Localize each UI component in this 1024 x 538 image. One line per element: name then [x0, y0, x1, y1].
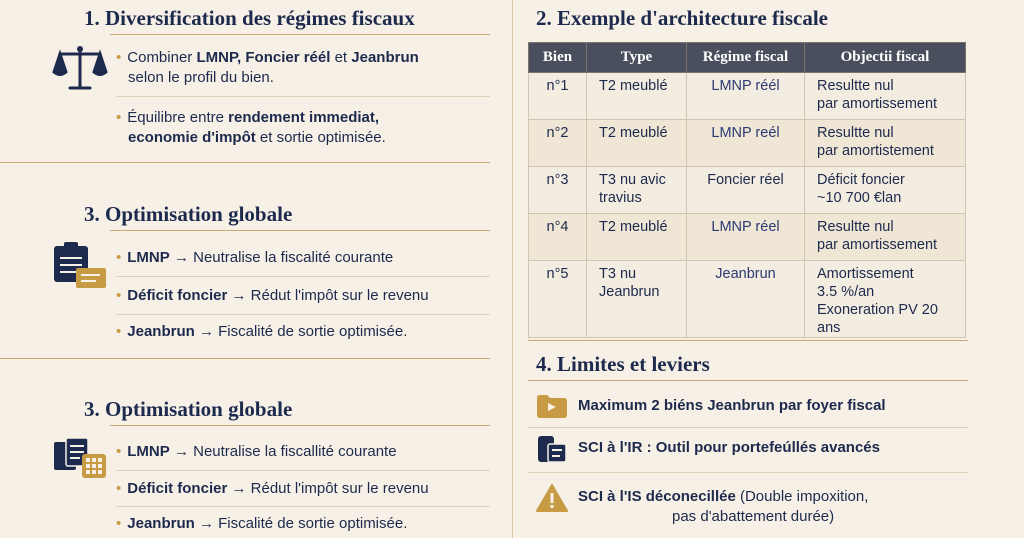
- text: T2 meublé: [599, 125, 668, 141]
- title-rule: [110, 34, 490, 35]
- text-bold: Jeanbrun: [351, 49, 419, 66]
- cell-objectif: [805, 167, 966, 214]
- text: Équilibre entre: [127, 109, 229, 126]
- divider: [528, 427, 968, 428]
- section-rule: [0, 162, 490, 163]
- table-row: [529, 261, 966, 338]
- text: Resultte nul: [817, 78, 894, 94]
- text: T3 nu avic: [599, 172, 666, 188]
- text-bold: Jeanbrun: [127, 515, 195, 532]
- arrow-icon: →: [198, 323, 214, 340]
- cell-type: [587, 214, 687, 261]
- list-item-deficit-2: • Déficit foncier → Rédut l'impôt sur le revenu: [116, 480, 429, 497]
- cell-bien: n°5: [529, 261, 587, 338]
- text: T2 meublé: [599, 219, 668, 235]
- cell-regime: LMNP réél: [687, 73, 805, 120]
- text-bold: SCI à l'IR : Outil pour portefeúllés avancés: [578, 439, 880, 456]
- header-objectif: Objectii fiscal: [805, 43, 966, 73]
- list-item-deficit-1: • Déficit foncier → Rédut l'impôt sur le revenu: [116, 287, 429, 304]
- text-bold: economie d'impôt: [128, 129, 256, 146]
- header-regime: Régime fiscal: [687, 43, 805, 73]
- table-row: [529, 167, 966, 214]
- divider: [116, 506, 490, 507]
- cell-bien: n°3: [529, 167, 587, 214]
- calculator-files-icon: [52, 436, 108, 480]
- text: Combiner: [127, 49, 197, 66]
- text-bold: LMNP, Foncier réél: [196, 49, 331, 66]
- text: 3.5 %/an: [817, 284, 875, 300]
- text: Resultte nul: [817, 219, 894, 235]
- divider: [116, 470, 490, 471]
- text: et: [330, 49, 352, 66]
- text: Déficit foncier: [817, 172, 905, 188]
- cell-regime: Foncier réel: [687, 167, 805, 214]
- cell-bien: n°4: [529, 214, 587, 261]
- section-rule: [528, 340, 968, 341]
- text: Jeanbrun: [599, 284, 660, 300]
- limite-item-max-jeanbrun: [578, 396, 886, 416]
- section-title-optimisation-1: 3. Optimisation globale: [84, 202, 293, 226]
- documents-folder-icon: [52, 242, 108, 290]
- list-item-lmnp-2: • LMNP → Neutralise la fiscallité courante: [116, 443, 397, 460]
- cell-regime: Jeanbrun: [687, 261, 805, 338]
- text: ~10 700 €lan: [817, 190, 902, 206]
- list-item-jeanbrun-1: • Jeanbrun → Fiscalité de sortie optimisée.: [116, 323, 408, 340]
- text: Exoneration PV 20 ans: [817, 302, 938, 336]
- cell-objectif: [805, 73, 966, 120]
- text: Neutralise la fiscalité courante: [193, 249, 394, 266]
- section-title-diversification: 1. Diversification des régimes fiscaux: [84, 6, 415, 30]
- text-bold: LMNP: [127, 443, 170, 460]
- text: Neutralise la fiscallité courante: [193, 443, 397, 460]
- text-bold: SCI à l'IS déconecillée: [578, 488, 736, 505]
- cell-type: [587, 73, 687, 120]
- text: par amortissement: [817, 237, 938, 253]
- text: T2 meublé: [599, 78, 668, 94]
- list-item-lmnp-1: • LMNP → Neutralise la fiscalité courante: [116, 249, 394, 266]
- section-title-optimisation-2: 3. Optimisation globale: [84, 397, 293, 421]
- text: selon le profil du bien.: [128, 69, 274, 86]
- section-title-limites: 4. Limites et leviers: [536, 352, 710, 376]
- table-row: [529, 120, 966, 167]
- text-bold: Jeanbrun: [127, 323, 195, 340]
- balance-scale-icon: [52, 44, 108, 92]
- text: T3 nu: [599, 266, 637, 282]
- section-rule: [0, 358, 490, 359]
- text: par amortissement: [817, 96, 938, 112]
- cell-bien: n°1: [529, 73, 587, 120]
- text: Rédut l'impôt sur le revenu: [250, 480, 429, 497]
- header-bien: Bien: [529, 43, 587, 73]
- divider: [528, 472, 968, 473]
- text: pas d'abattement durée): [672, 508, 835, 525]
- limite-item-sci-is: [578, 487, 868, 527]
- table-header-row: [529, 43, 966, 73]
- table-row: [529, 73, 966, 120]
- bullet-equilibre: • Équilibre entre rendement immediat, economie d'impôt et sortie optimisée.: [116, 109, 386, 146]
- text: Rédut l'impôt sur le revenu: [250, 287, 429, 304]
- text-bold: Déficit foncier: [127, 480, 228, 497]
- cell-regime: LMNP reél: [687, 120, 805, 167]
- divider: [116, 314, 490, 315]
- architecture-table: [528, 42, 966, 338]
- list-item-jeanbrun-2: • Jeanbrun → Fiscalité de sortie optimisée.: [116, 515, 408, 532]
- text: Amortissement: [817, 266, 914, 282]
- section-title-architecture: 2. Exemple d'architecture fiscale: [536, 6, 828, 30]
- text: par amortistement: [817, 143, 934, 159]
- text: travius: [599, 190, 642, 206]
- limite-item-sci-ir: [578, 438, 880, 458]
- arrow-icon: →: [173, 443, 189, 460]
- text-bold: Maximum 2 biéns Jeanbrun par foyer fiscal: [578, 397, 886, 414]
- warning-icon: [536, 483, 568, 513]
- text: Fiscalité de sortie optimisée.: [218, 323, 408, 340]
- cell-type: [587, 120, 687, 167]
- arrow-icon: →: [231, 287, 247, 304]
- text-bold: LMNP: [127, 249, 170, 266]
- folder-icon: [536, 393, 568, 419]
- table-row: [529, 214, 966, 261]
- text: Resultte nul: [817, 125, 894, 141]
- header-type: Type: [587, 43, 687, 73]
- cell-objectif: [805, 214, 966, 261]
- cell-objectif: [805, 261, 966, 338]
- cell-type: [587, 167, 687, 214]
- phone-document-icon: [536, 434, 568, 464]
- divider: [116, 276, 490, 277]
- cell-regime: LMNP réel: [687, 214, 805, 261]
- title-rule: [528, 380, 968, 381]
- arrow-icon: →: [198, 515, 214, 532]
- text: Fiscalité de sortie optimisée.: [218, 515, 408, 532]
- text-bold: rendement immediat,: [228, 109, 380, 126]
- column-divider: [512, 0, 513, 538]
- arrow-icon: →: [173, 249, 189, 266]
- title-rule: [110, 230, 490, 231]
- title-rule: [110, 425, 490, 426]
- cell-bien: n°2: [529, 120, 587, 167]
- cell-objectif: [805, 120, 966, 167]
- divider: [116, 96, 490, 97]
- text: (Double impoxition,: [735, 488, 869, 505]
- text: et sortie optimisée.: [255, 129, 386, 146]
- bullet-combiner: • Combiner LMNP, Foncier réél et Jeanbrun selon le profil du bien.: [116, 49, 419, 86]
- text-bold: Déficit foncier: [127, 287, 228, 304]
- cell-type: [587, 261, 687, 338]
- arrow-icon: →: [231, 480, 247, 497]
